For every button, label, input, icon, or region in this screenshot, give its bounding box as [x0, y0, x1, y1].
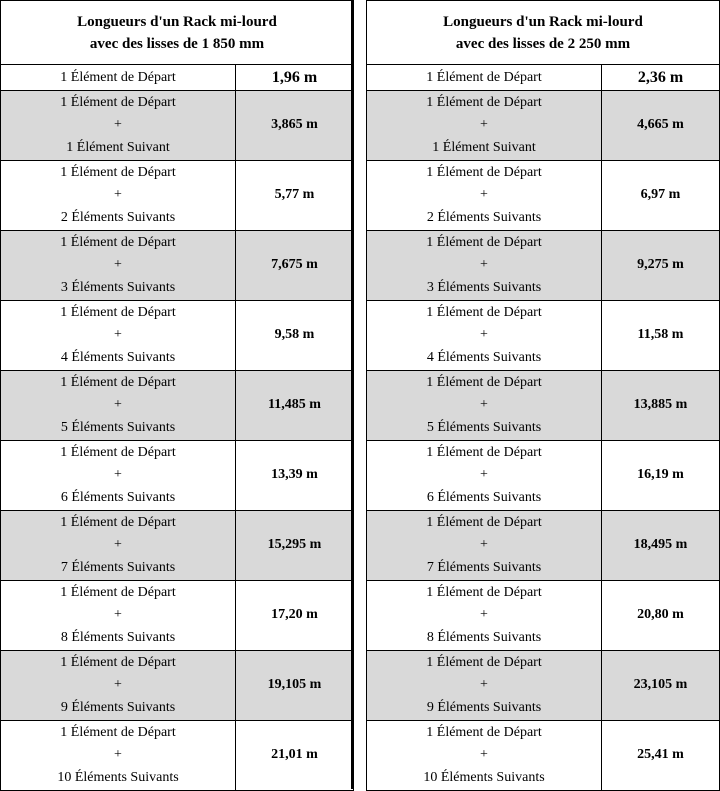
table-row [367, 161, 720, 231]
title-line-2: avec des lisses de 2 250 mm [455, 35, 631, 52]
plus-sign: + [114, 467, 122, 483]
table-row [1, 161, 354, 231]
title-line-2: avec des lisses de 1 850 mm [89, 35, 265, 52]
following-elements-label: 8 Éléments Suivants [60, 629, 176, 645]
start-element-label: 1 Élément de Départ [426, 514, 542, 530]
following-elements-label: 6 Éléments Suivants [426, 489, 542, 505]
start-element-label: 1 Élément de Départ [60, 514, 176, 530]
table-header-row [1, 1, 354, 65]
following-elements-label: 4 Éléments Suivants [60, 349, 176, 365]
plus-sign: + [114, 537, 122, 553]
table-body [367, 1, 720, 791]
length-value: 25,41 m [602, 721, 720, 791]
element-description [367, 231, 602, 301]
following-elements-label: 3 Éléments Suivants [60, 279, 176, 295]
element-description [367, 581, 602, 651]
element-description [1, 65, 236, 91]
element-description [1, 581, 236, 651]
plus-sign: + [480, 607, 488, 623]
start-element-label: 1 Élément de Départ [426, 164, 542, 180]
element-description [1, 721, 236, 791]
start-element-label: 1 Élément de Départ [426, 724, 542, 740]
element-description [367, 65, 602, 91]
table-body [1, 1, 354, 791]
following-elements-label: 1 Élément Suivant [432, 139, 536, 155]
length-value: 18,495 m [602, 511, 720, 581]
table-row [1, 91, 354, 161]
following-elements-label: 5 Éléments Suivants [60, 419, 176, 435]
table-row [1, 301, 354, 371]
length-value: 2,36 m [602, 65, 720, 91]
table-header-row [367, 1, 720, 65]
length-value: 13,39 m [236, 441, 354, 511]
following-elements-label: 5 Éléments Suivants [426, 419, 542, 435]
element-description [367, 91, 602, 161]
table-row [1, 231, 354, 301]
following-elements-label: 3 Éléments Suivants [426, 279, 542, 295]
plus-sign: + [114, 327, 122, 343]
element-description [1, 511, 236, 581]
plus-sign: + [480, 677, 488, 693]
plus-sign: + [480, 537, 488, 553]
start-element-label: 1 Élément de Départ [426, 94, 542, 110]
start-element-label: 1 Élément de Départ [426, 654, 542, 670]
title-line-1: Longueurs d'un Rack mi-lourd [443, 13, 643, 30]
table-row [1, 581, 354, 651]
length-value: 9,58 m [236, 301, 354, 371]
length-value: 17,20 m [236, 581, 354, 651]
plus-sign: + [114, 677, 122, 693]
following-elements-label: 1 Élément Suivant [66, 139, 170, 155]
start-element-label: 1 Élément de Départ [60, 374, 176, 390]
length-value: 9,275 m [602, 231, 720, 301]
start-element-label: 1 Élément de Départ [60, 164, 176, 180]
following-elements-label: 2 Éléments Suivants [426, 209, 542, 225]
start-element-label: 1 Élément de Départ [60, 234, 176, 250]
plus-sign: + [480, 397, 488, 413]
start-element-label: 1 Élément de Départ [60, 444, 176, 460]
plus-sign: + [114, 187, 122, 203]
length-value: 4,665 m [602, 91, 720, 161]
start-element-label: 1 Élément de Départ [60, 654, 176, 670]
title-line-1: Longueurs d'un Rack mi-lourd [77, 13, 277, 30]
length-value: 5,77 m [236, 161, 354, 231]
element-description [367, 161, 602, 231]
table-title [367, 1, 720, 65]
length-value: 20,80 m [602, 581, 720, 651]
table-row [367, 65, 720, 91]
following-elements-label: 7 Éléments Suivants [426, 559, 542, 575]
following-elements-label: 7 Éléments Suivants [60, 559, 176, 575]
start-element-label: 1 Élément de Départ [426, 304, 542, 320]
plus-sign: + [480, 327, 488, 343]
start-element-label: 1 Élément de Départ [426, 69, 542, 85]
following-elements-label: 6 Éléments Suivants [60, 489, 176, 505]
element-description [367, 721, 602, 791]
start-element-label: 1 Élément de Départ [60, 724, 176, 740]
table-row [367, 721, 720, 791]
table-row [367, 231, 720, 301]
start-element-label: 1 Élément de Départ [426, 374, 542, 390]
element-description [1, 91, 236, 161]
length-value: 23,105 m [602, 651, 720, 721]
plus-sign: + [114, 117, 122, 133]
plus-sign: + [114, 747, 122, 763]
rack-length-table-1850 [0, 0, 354, 789]
table-row [367, 651, 720, 721]
length-value: 3,865 m [236, 91, 354, 161]
start-element-label: 1 Élément de Départ [426, 584, 542, 600]
table-row [1, 721, 354, 791]
table-row [1, 441, 354, 511]
table-row [367, 441, 720, 511]
length-value: 16,19 m [602, 441, 720, 511]
table-row [367, 371, 720, 441]
rack-length-table-2250 [366, 0, 720, 789]
table-row [1, 511, 354, 581]
table-row [1, 651, 354, 721]
table-row [1, 371, 354, 441]
following-elements-label: 10 Éléments Suivants [57, 769, 179, 785]
element-description [1, 161, 236, 231]
plus-sign: + [480, 257, 488, 273]
following-elements-label: 2 Éléments Suivants [60, 209, 176, 225]
length-value: 1,96 m [236, 65, 354, 91]
plus-sign: + [114, 257, 122, 273]
start-element-label: 1 Élément de Départ [60, 304, 176, 320]
plus-sign: + [114, 397, 122, 413]
element-description [1, 651, 236, 721]
length-value: 11,485 m [236, 371, 354, 441]
length-value: 21,01 m [236, 721, 354, 791]
following-elements-label: 8 Éléments Suivants [426, 629, 542, 645]
element-description [1, 441, 236, 511]
table-row [367, 511, 720, 581]
length-value: 7,675 m [236, 231, 354, 301]
element-description [367, 511, 602, 581]
start-element-label: 1 Élément de Départ [426, 234, 542, 250]
plus-sign: + [480, 117, 488, 133]
element-description [1, 301, 236, 371]
table-row [1, 65, 354, 91]
element-description [1, 231, 236, 301]
start-element-label: 1 Élément de Départ [60, 584, 176, 600]
table-title [1, 1, 354, 65]
length-value: 6,97 m [602, 161, 720, 231]
table-row [367, 301, 720, 371]
following-elements-label: 10 Éléments Suivants [423, 769, 545, 785]
element-description [367, 441, 602, 511]
element-description [367, 651, 602, 721]
start-element-label: 1 Élément de Départ [60, 94, 176, 110]
length-value: 19,105 m [236, 651, 354, 721]
following-elements-label: 4 Éléments Suivants [426, 349, 542, 365]
element-description [1, 371, 236, 441]
table-row [367, 91, 720, 161]
plus-sign: + [480, 747, 488, 763]
following-elements-label: 9 Éléments Suivants [426, 699, 542, 715]
element-description [367, 301, 602, 371]
start-element-label: 1 Élément de Départ [60, 69, 176, 85]
start-element-label: 1 Élément de Départ [426, 444, 542, 460]
following-elements-label: 9 Éléments Suivants [60, 699, 176, 715]
column-divider [351, 0, 353, 789]
table-row [367, 581, 720, 651]
length-value: 13,885 m [602, 371, 720, 441]
plus-sign: + [480, 187, 488, 203]
element-description [367, 371, 602, 441]
length-value: 15,295 m [236, 511, 354, 581]
length-value: 11,58 m [602, 301, 720, 371]
plus-sign: + [114, 607, 122, 623]
plus-sign: + [480, 467, 488, 483]
